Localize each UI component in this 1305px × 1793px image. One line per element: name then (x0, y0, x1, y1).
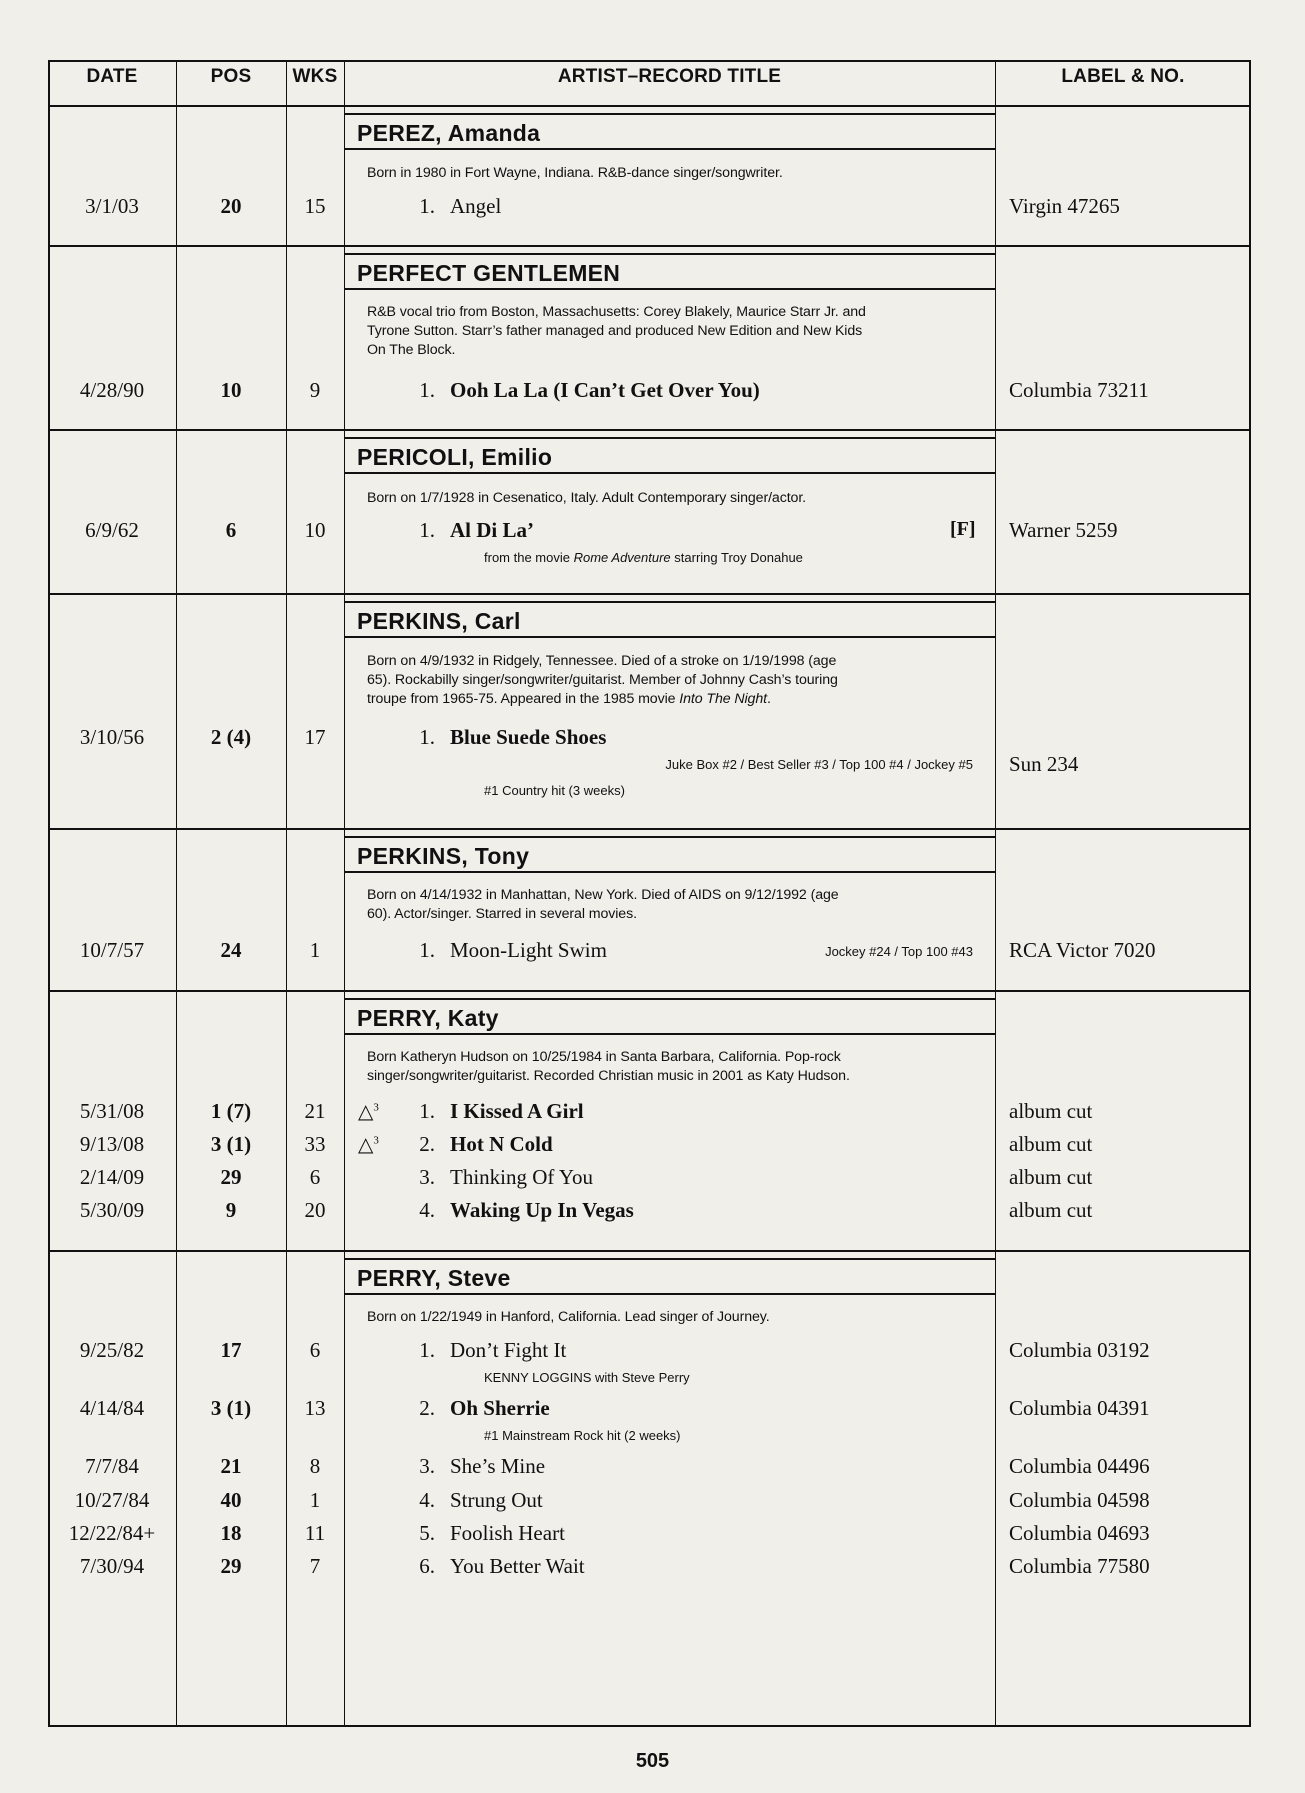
header-wks: WKS (292, 66, 338, 87)
record-note: #1 Mainstream Rock hit (2 weeks) (484, 1428, 681, 1443)
artist-bio (367, 652, 982, 709)
record-pos: 40 (220, 1488, 242, 1512)
record-label: album cut (1009, 1132, 1093, 1156)
record-pos: 9 (225, 1198, 237, 1222)
artist-bio (367, 886, 982, 924)
record-date: 7/7/84 (85, 1454, 139, 1478)
bio-line: R&B vocal trio from Boston, Massachusetts: Corey Blakely, Maurice Starr Jr. and (367, 304, 866, 320)
record-pos: 21 (220, 1454, 242, 1478)
record-title: I Kissed A Girl (450, 1099, 584, 1123)
record-pos: 3 (1) (210, 1396, 252, 1420)
record-title: Don’t Fight It (450, 1338, 567, 1362)
header-pos: POS (210, 66, 252, 87)
record-wks: 11 (304, 1521, 326, 1545)
record-wks: 13 (304, 1396, 326, 1420)
record-wks: 8 (309, 1454, 321, 1478)
record-pos: 29 (220, 1165, 242, 1189)
record-number: 1. (419, 194, 435, 218)
record-title: Thinking Of You (450, 1165, 593, 1189)
header-date: DATE (86, 66, 138, 87)
record-title: Foolish Heart (450, 1521, 565, 1545)
record-credit: KENNY LOGGINS with Steve Perry (484, 1370, 690, 1385)
record-date: 10/27/84 (74, 1488, 150, 1512)
record-number: 4. (419, 1198, 435, 1222)
record-number: 1. (419, 518, 435, 542)
artist-header (345, 1258, 995, 1295)
record-wks: 7 (309, 1554, 321, 1578)
section-divider (48, 593, 1251, 595)
record-wks: 9 (309, 378, 321, 402)
record-label: Virgin 47265 (1009, 194, 1120, 218)
header-divider (48, 105, 1251, 107)
record-date: 4/28/90 (79, 378, 145, 402)
record-wks: 6 (309, 1165, 321, 1189)
section-divider (48, 429, 1251, 431)
record-title: Moon-Light Swim (450, 938, 607, 962)
artist-bio: Born in 1980 in Fort Wayne, Indiana. R&B-dance singer/songwriter. (367, 165, 783, 181)
artist-header (345, 601, 995, 638)
record-label: Columbia 04693 (1009, 1521, 1150, 1545)
artist-header (345, 253, 995, 290)
record-label: Columbia 04496 (1009, 1454, 1150, 1478)
artist-bio: Born on 1/22/1949 in Hanford, California. Lead singer of Journey. (367, 1309, 770, 1325)
bio-line: Born Katheryn Hudson on 10/25/1984 in Santa Barbara, California. Pop-rock (367, 1049, 841, 1065)
record-label: album cut (1009, 1099, 1093, 1123)
artist-bio (367, 303, 982, 360)
record-date: 3/10/56 (79, 725, 145, 749)
record-wks: 21 (304, 1099, 326, 1123)
record-number: 5. (419, 1521, 435, 1545)
artist-name: PERKINS, Tony (357, 843, 530, 869)
record-wks: 1 (309, 938, 321, 962)
artist-bio: Born on 1/7/1928 in Cesenatico, Italy. Adult Contemporary singer/actor. (367, 490, 807, 506)
bio-line: On The Block. (367, 342, 456, 358)
bio-line: 65). Rockabilly singer/songwriter/guitarist. Member of Johnny Cash’s touring (367, 672, 838, 688)
bio-line: Born on 4/14/1932 in Manhattan, New York. Died of AIDS on 9/12/1992 (age (367, 887, 839, 903)
artist-name: PERRY, Steve (357, 1265, 511, 1291)
record-pos: 18 (220, 1521, 242, 1545)
record-title: Angel (450, 194, 502, 218)
record-date: 2/14/09 (79, 1165, 145, 1189)
artist-bio (367, 1048, 982, 1086)
header-label: LABEL & NO. (1061, 66, 1185, 87)
record-wks: 10 (304, 518, 326, 542)
record-label: Columbia 04391 (1009, 1396, 1150, 1420)
record-number: 1. (419, 1338, 435, 1362)
artist-name: PERKINS, Carl (357, 608, 521, 634)
certification-triangle-icon: △$^3$ (358, 1101, 379, 1123)
record-pos: 2 (4) (210, 725, 252, 749)
record-label: Warner 5259 (1009, 518, 1118, 542)
record-number: 1. (419, 1099, 435, 1123)
record-number: 4. (419, 1488, 435, 1512)
record-date: 6/9/62 (85, 518, 139, 542)
page-number: 505 (635, 1750, 670, 1772)
artist-name: PERFECT GENTLEMEN (357, 260, 621, 286)
section-divider (48, 828, 1251, 830)
section-divider (48, 1250, 1251, 1252)
header-artist-title: ARTIST–RECORD TITLE (557, 66, 782, 87)
column-divider (344, 60, 345, 1727)
record-number: 3. (419, 1454, 435, 1478)
section-divider (48, 990, 1251, 992)
record-title: Hot N Cold (450, 1132, 553, 1156)
record-date: 10/7/57 (79, 938, 145, 962)
certification-triangle-icon: △$^3$ (358, 1134, 379, 1156)
artist-header (345, 113, 995, 150)
bio-line: Tyrone Sutton. Starr’s father managed and produced New Edition and New Kids (367, 323, 863, 339)
record-number: 2. (419, 1396, 435, 1420)
record-date: 4/14/84 (79, 1396, 145, 1420)
record-date: 9/25/82 (79, 1338, 145, 1362)
record-title: Strung Out (450, 1488, 543, 1512)
record-wks: 15 (304, 194, 326, 218)
record-date: 7/30/94 (79, 1554, 145, 1578)
record-pos: 3 (1) (210, 1132, 252, 1156)
record-date: 3/1/03 (85, 194, 139, 218)
record-wks: 33 (304, 1132, 326, 1156)
record-label: RCA Victor 7020 (1009, 938, 1156, 962)
record-number: 1. (419, 938, 435, 962)
record-wks: 1 (309, 1488, 321, 1512)
bio-line: 60). Actor/singer. Starred in several movies. (367, 906, 637, 922)
foreign-language-flag: [F] (950, 518, 976, 540)
record-number: 6. (419, 1554, 435, 1578)
artist-header (345, 998, 995, 1035)
record-date: 5/30/09 (79, 1198, 145, 1222)
record-number: 1. (419, 378, 435, 402)
record-number: 1. (419, 725, 435, 749)
record-title: Ooh La La (I Can’t Get Over You) (450, 378, 760, 402)
record-pos: 10 (220, 378, 242, 402)
record-label: Columbia 04598 (1009, 1488, 1150, 1512)
record-title: Oh Sherrie (450, 1396, 550, 1420)
record-title: You Better Wait (450, 1554, 585, 1578)
record-note: #1 Country hit (3 weeks) (484, 783, 625, 798)
record-label: album cut (1009, 1198, 1093, 1222)
column-divider (995, 60, 996, 1727)
chart-positions-note: Juke Box #2 / Best Seller #3 / Top 100 #4 / Jockey #5 (665, 757, 973, 772)
record-date: 9/13/08 (79, 1132, 145, 1156)
bio-line: Born on 4/9/1932 in Ridgely, Tennessee. Died of a stroke on 1/19/1998 (age (367, 653, 837, 669)
section-divider (48, 245, 1251, 247)
record-pos: 1 (7) (210, 1099, 252, 1123)
record-label: album cut (1009, 1165, 1093, 1189)
artist-name: PEREZ, Amanda (357, 120, 541, 146)
record-number: 3. (419, 1165, 435, 1189)
record-number: 2. (419, 1132, 435, 1156)
record-pos: 29 (220, 1554, 242, 1578)
chart-positions-note: Jockey #24 / Top 100 #43 (825, 944, 973, 959)
record-wks: 17 (304, 725, 326, 749)
record-pos: 6 (225, 518, 237, 542)
record-date: 5/31/08 (79, 1099, 145, 1123)
bio-line: singer/songwriter/guitarist. Recorded Christian music in 2001 as Katy Hudson. (367, 1068, 850, 1084)
record-label: Columbia 03192 (1009, 1338, 1150, 1362)
record-note: from the movie Rome Adventure starring Troy Donahue (484, 550, 803, 565)
artist-header (345, 437, 995, 474)
record-title: Al Di La’ (450, 518, 534, 542)
artist-name: PERRY, Katy (357, 1005, 499, 1031)
artist-name: PERICOLI, Emilio (357, 444, 553, 470)
record-label: Columbia 73211 (1009, 378, 1149, 402)
record-wks: 20 (304, 1198, 326, 1222)
record-label: Sun 234 (1009, 752, 1079, 776)
record-label: Columbia 77580 (1009, 1554, 1150, 1578)
record-pos: 17 (220, 1338, 242, 1362)
record-date: 12/22/84+ (68, 1521, 156, 1545)
artist-header (345, 836, 995, 873)
record-title: Blue Suede Shoes (450, 725, 607, 749)
record-title: Waking Up In Vegas (450, 1198, 634, 1222)
record-pos: 20 (220, 194, 242, 218)
record-pos: 24 (220, 938, 242, 962)
record-wks: 6 (309, 1338, 321, 1362)
bio-line: troupe from 1965-75. Appeared in the 1985 movie Into The Night. (367, 691, 771, 707)
record-title: She’s Mine (450, 1454, 546, 1478)
